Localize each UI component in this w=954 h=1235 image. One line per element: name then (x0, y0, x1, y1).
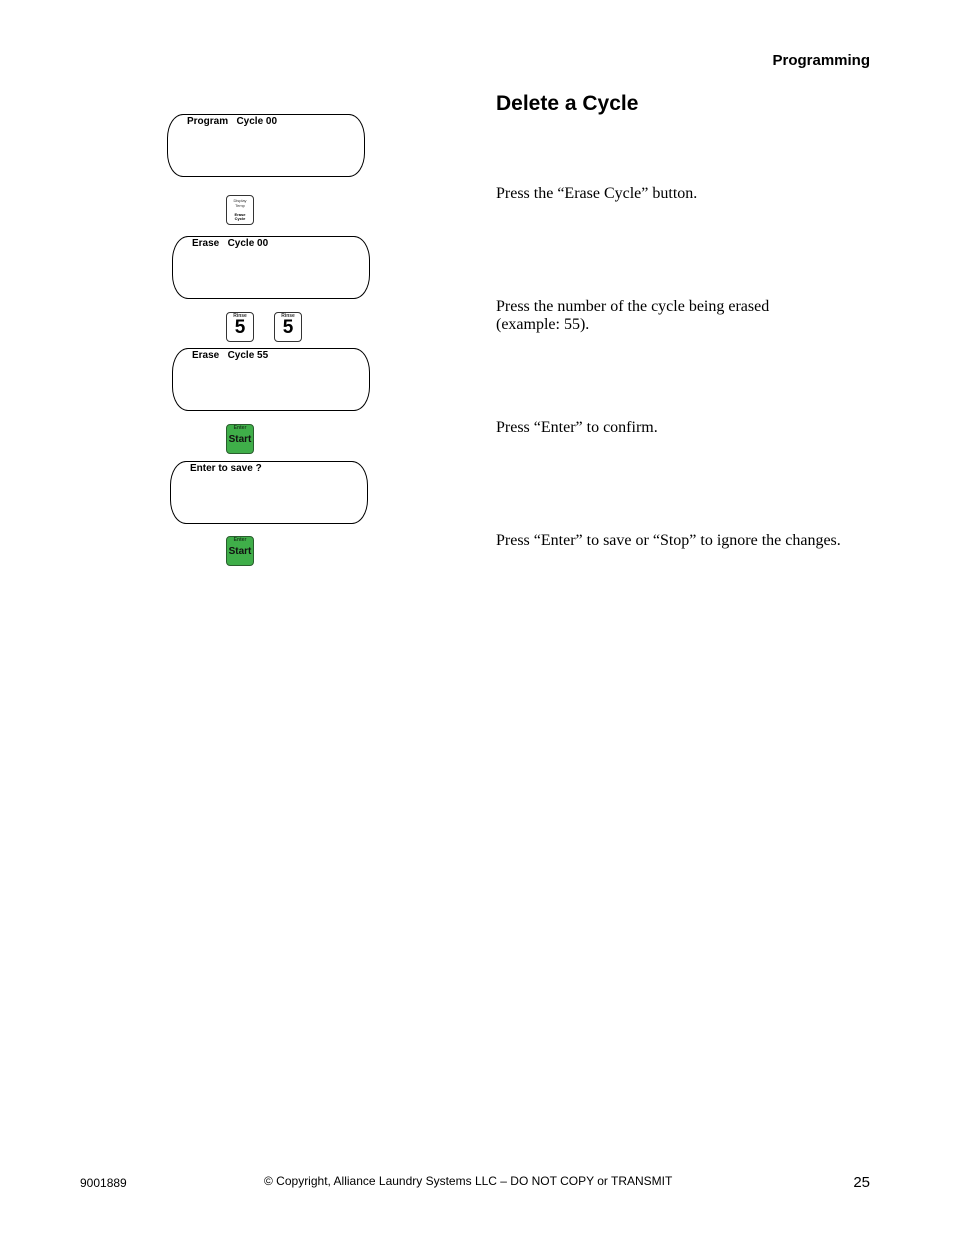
display-enter-to-save (170, 461, 368, 524)
key-bottom-label: Erase Cycle (234, 212, 246, 221)
step-instruction: Press the “Erase Cycle” button. (496, 185, 698, 202)
digit-5-key[interactable] (226, 312, 254, 342)
key-digit-label: 5 (282, 317, 294, 338)
digit-5-key[interactable] (274, 312, 302, 342)
display-erase-cycle-00 (172, 236, 370, 299)
key-digit-label: 5 (234, 317, 246, 338)
key-top-label: Enter (233, 425, 247, 431)
key-top-label: Display Temp (233, 198, 247, 208)
enter-start-key[interactable] (226, 536, 254, 566)
display-text: Enter to save ? (190, 463, 262, 474)
page-title: Delete a Cycle (496, 92, 639, 115)
display-text: Program Cycle 00 (187, 116, 278, 127)
page-number: 25 (853, 1174, 870, 1191)
enter-start-key[interactable] (226, 424, 254, 454)
doc-number: 9001889 (80, 1176, 127, 1190)
key-start-label: Start (228, 546, 252, 557)
key-start-label: Start (228, 434, 252, 445)
step-instruction: Press the number of the cycle being erased (example: 55). (496, 298, 770, 333)
erase-cycle-key[interactable] (226, 195, 254, 225)
key-top-label: Rinse (281, 313, 295, 319)
copyright-notice: © Copyright, Alliance Laundry Systems LLC – DO NOT COPY or TRANSMIT (264, 1174, 673, 1188)
display-text: Erase Cycle 55 (192, 350, 269, 361)
key-top-label: Rinse (233, 313, 247, 319)
display-erase-cycle-55 (172, 348, 370, 411)
key-top-label: Enter (233, 537, 247, 543)
step-instruction: Press “Enter” to confirm. (496, 419, 658, 436)
display-program-cycle (167, 114, 365, 177)
section-header: Programming (772, 52, 870, 69)
step-instruction: Press “Enter” to save or “Stop” to ignore the changes. (496, 532, 841, 549)
display-text: Erase Cycle 00 (192, 238, 269, 249)
